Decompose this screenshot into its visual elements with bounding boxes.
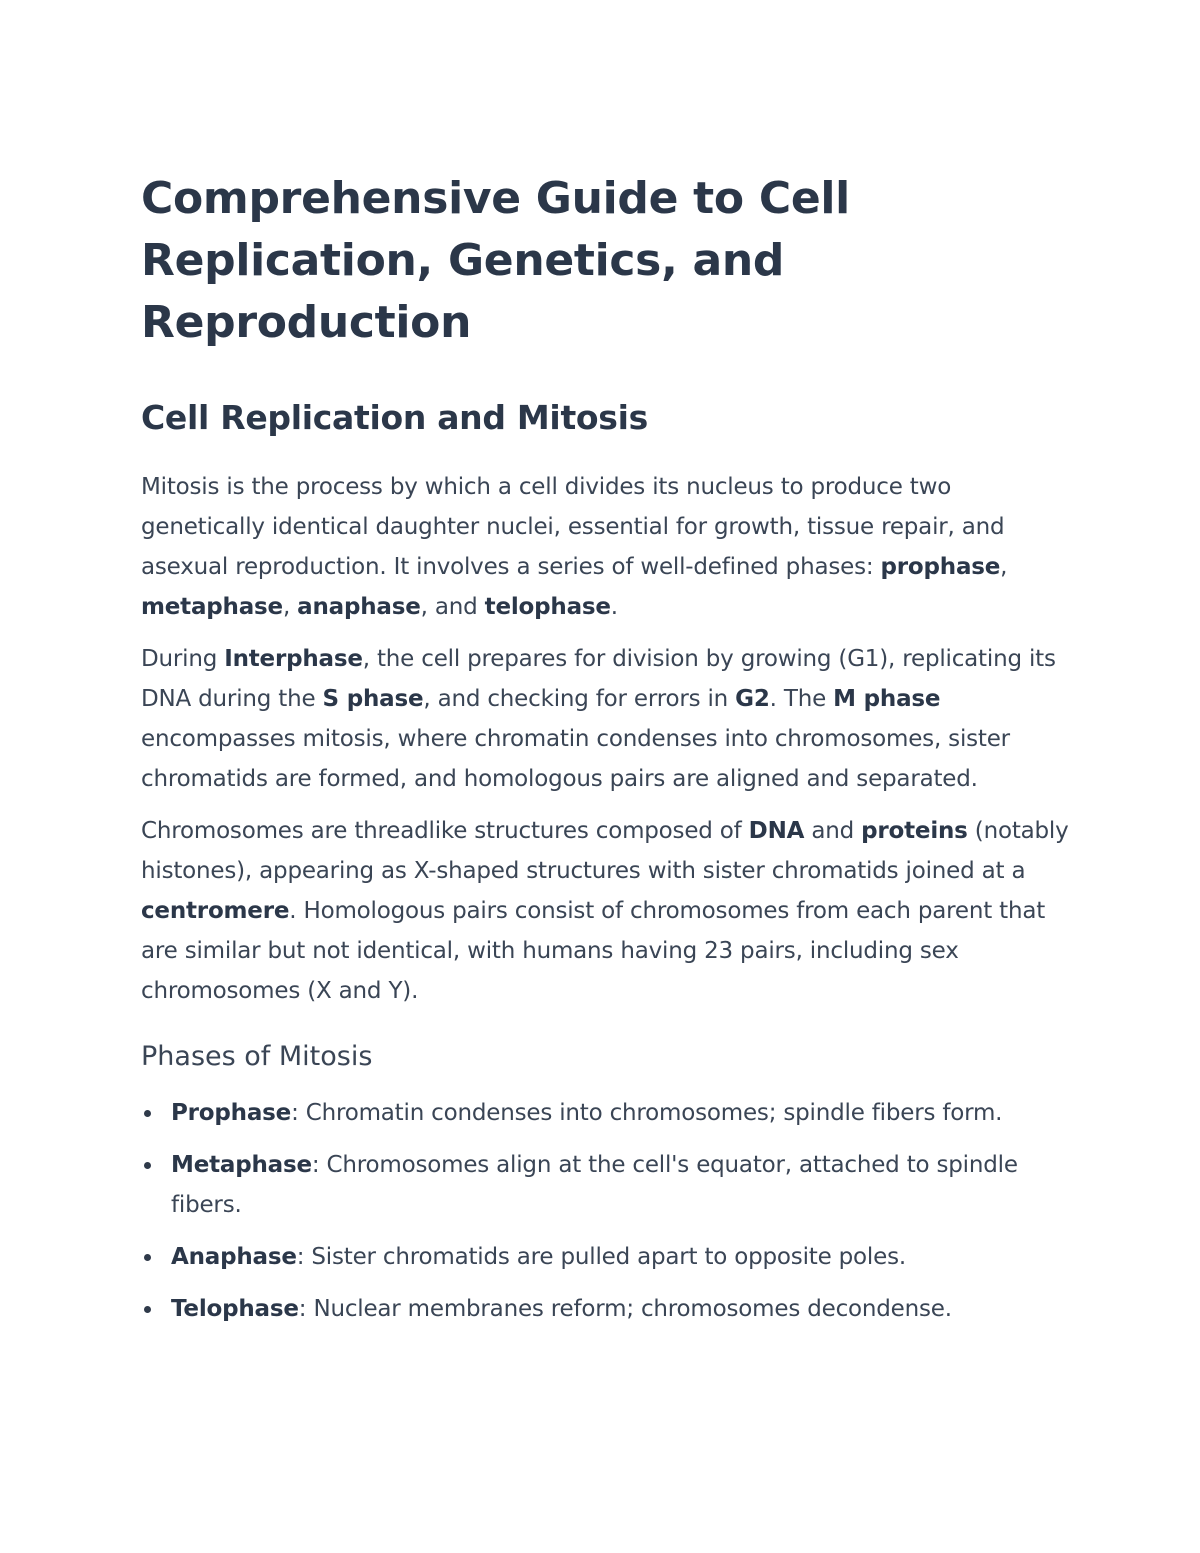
term-prophase: prophase	[880, 554, 1001, 580]
term-metaphase: metaphase	[141, 594, 283, 620]
phases-list	[141, 1093, 1071, 1329]
paragraph-mitosis-intro	[141, 467, 1071, 627]
text-span: ,	[282, 594, 298, 620]
term-anaphase: anaphase	[297, 594, 421, 620]
term-g2: G2	[735, 686, 770, 712]
list-item	[141, 1145, 1071, 1225]
section-heading-cell-replication: Cell Replication and Mitosis	[141, 398, 648, 437]
term-m-phase: M phase	[833, 686, 941, 712]
text-span: and	[804, 818, 862, 844]
document-page	[141, 168, 1071, 1341]
text-span: , the cell prepares for division by growing (G1), replicating its DNA during the	[141, 646, 1056, 712]
text-span: ,	[1000, 554, 1008, 580]
term-interphase: Interphase	[224, 646, 363, 672]
text-span: Chromosomes are threadlike structures composed of	[141, 818, 749, 844]
term-s-phase: S phase	[322, 686, 424, 712]
term-dna: DNA	[748, 818, 805, 844]
subsection-heading-phases: Phases of Mitosis	[141, 1041, 373, 1072]
list-item	[141, 1093, 1071, 1133]
paragraph-interphase	[141, 639, 1071, 799]
bullet-icon	[144, 1110, 151, 1117]
list-item-term: Telophase	[171, 1296, 299, 1322]
term-centromere: centromere	[141, 898, 290, 924]
list-item	[141, 1237, 1071, 1277]
text-span: encompasses mitosis, where chromatin condenses into chromosomes, sister chromatids are formed, and homologous pairs are aligned and separated.	[141, 726, 1010, 792]
bullet-icon	[144, 1254, 151, 1261]
text-span: , and	[420, 594, 485, 620]
text-span: During	[141, 646, 225, 672]
list-item	[141, 1289, 1071, 1329]
text-span: , and checking for errors in	[423, 686, 736, 712]
list-item-desc: : Sister chromatids are pulled apart to opposite poles.	[296, 1244, 906, 1270]
text-span: . Homologous pairs consist of chromosomes from each parent that are similar but not identical, with humans having 23 pairs, including sex chromosomes (X and Y).	[141, 898, 1046, 1004]
text-span: Mitosis is the process by which a cell divides its nucleus to produce two genetically identical daughter nuclei, essential for growth, tissue repair, and asexual reproduction. It involves a series of well-defined phases:	[141, 474, 1005, 580]
document-title: Comprehensive Guide to Cell Replication, Genetics, and Reproduction	[141, 173, 850, 348]
text-span: .	[610, 594, 618, 620]
list-item-term: Anaphase	[171, 1244, 297, 1270]
bullet-icon	[144, 1306, 151, 1313]
list-item-desc: : Chromosomes align at the cell's equator, attached to spindle fibers.	[171, 1152, 1018, 1218]
list-item-desc: : Chromatin condenses into chromosomes; spindle fibers form.	[291, 1100, 1003, 1126]
text-span: . The	[769, 686, 834, 712]
bullet-icon	[144, 1162, 151, 1169]
term-proteins: proteins	[861, 818, 968, 844]
text-span: (notably histones), appearing as X-shaped structures with sister chromatids joined at a	[141, 818, 1069, 884]
term-telophase: telophase	[484, 594, 611, 620]
list-item-desc: : Nuclear membranes reform; chromosomes decondense.	[298, 1296, 952, 1322]
list-item-term: Metaphase	[171, 1152, 312, 1178]
list-item-term: Prophase	[171, 1100, 292, 1126]
paragraph-chromosomes	[141, 811, 1071, 1011]
